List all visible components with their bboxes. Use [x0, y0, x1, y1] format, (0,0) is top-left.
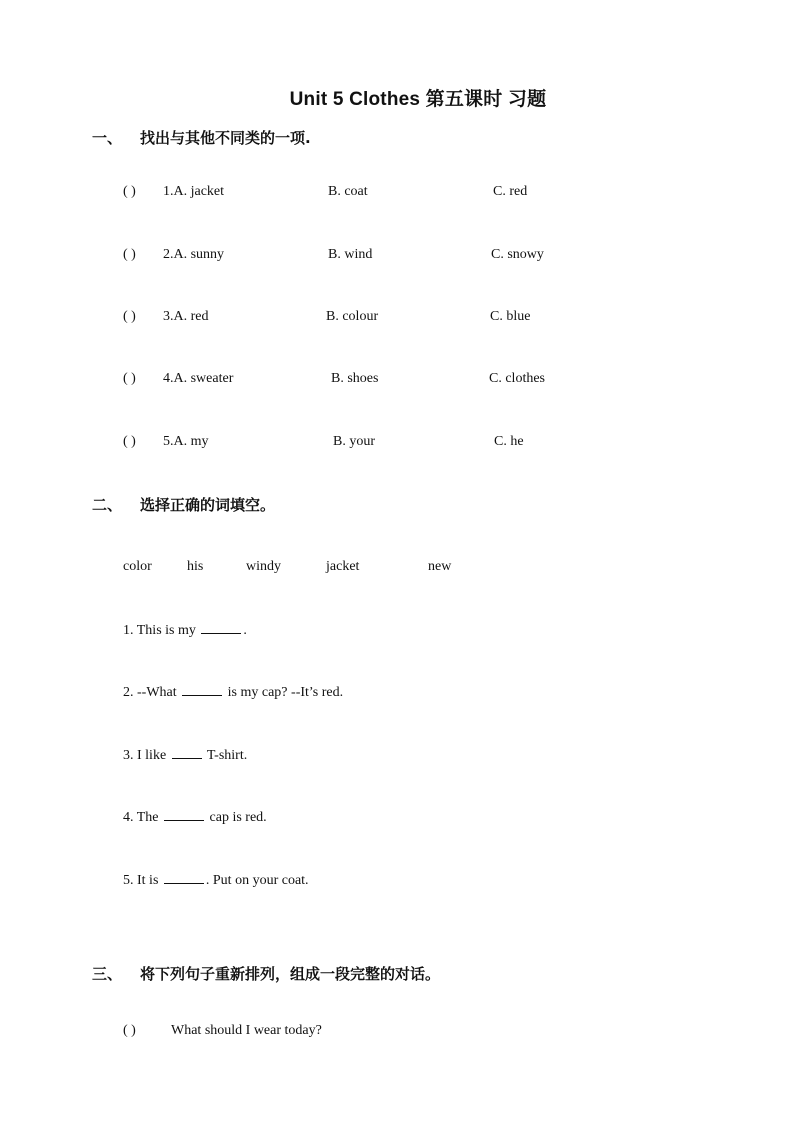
sentence-text: 4. The [123, 810, 159, 825]
answer-blank: ( ) [123, 247, 136, 262]
page-title: Unit 5 Clothes 第五课时 习题 [289, 89, 547, 110]
dialogue-sentence: What should I wear today? [171, 1023, 322, 1038]
sentence-text: 5. It is [123, 873, 159, 888]
section-title: 找出与其他不同类的一项. [140, 129, 311, 147]
option-c: C. clothes [489, 371, 545, 386]
fill-sentence-2 [123, 683, 343, 701]
answer-blank: ( ) [123, 1023, 136, 1038]
option-a: 1.A. jacket [163, 184, 225, 199]
section-number: 三、 [92, 965, 123, 983]
word-bank-item: jacket [326, 559, 360, 574]
answer-blank: ( ) [123, 184, 136, 199]
option-c: C. red [493, 184, 528, 199]
sentence-text: is my cap? --It’s red. [227, 685, 344, 700]
answer-blank: ( ) [123, 434, 136, 449]
section-title: 将下列句子重新排列，组成一段完整的对话。 [140, 965, 441, 983]
option-b: B. wind [328, 247, 373, 262]
answer-blank: ( ) [123, 309, 136, 324]
sentence-text: cap is red. [209, 810, 267, 825]
fill-blank [182, 683, 222, 696]
option-a: 2.A. sunny [163, 247, 225, 262]
sentence-text: 1. This is my [123, 623, 196, 638]
fill-blank [164, 871, 204, 884]
word-bank-item: his [187, 559, 204, 574]
sentence-text: . [243, 623, 247, 638]
fill-sentence-5 [123, 871, 309, 889]
option-c: C. blue [490, 309, 531, 324]
word-bank-item: new [428, 559, 452, 574]
option-c: C. he [494, 434, 524, 449]
option-b: B. shoes [331, 371, 379, 386]
fill-sentence-3 [123, 746, 247, 764]
section-3-heading [92, 963, 440, 984]
option-a: 5.A. my [163, 434, 209, 449]
option-c: C. snowy [491, 247, 544, 262]
fill-sentence-4 [123, 808, 267, 826]
word-bank-item: windy [246, 559, 281, 574]
section-title: 选择正确的词填空。 [140, 496, 276, 514]
answer-blank: ( ) [123, 371, 136, 386]
word-bank-item: color [123, 559, 152, 574]
sentence-text: 3. I like [123, 748, 167, 763]
option-b: B. your [333, 434, 375, 449]
sentence-text: 2. --What [123, 685, 177, 700]
fill-blank [201, 621, 241, 634]
fill-sentence-1 [123, 621, 247, 639]
section-number: 一、 [92, 129, 123, 147]
option-b: B. coat [328, 184, 368, 199]
section-number: 二、 [92, 496, 123, 514]
sentence-text: T-shirt. [206, 748, 248, 763]
option-b: B. colour [326, 309, 379, 324]
section-2-heading [92, 494, 275, 515]
fill-blank [164, 808, 204, 821]
sentence-text: . Put on your coat. [205, 873, 309, 888]
option-a: 3.A. red [163, 309, 209, 324]
section-1-heading [92, 127, 311, 148]
fill-blank [172, 746, 202, 759]
option-a: 4.A. sweater [163, 371, 234, 386]
